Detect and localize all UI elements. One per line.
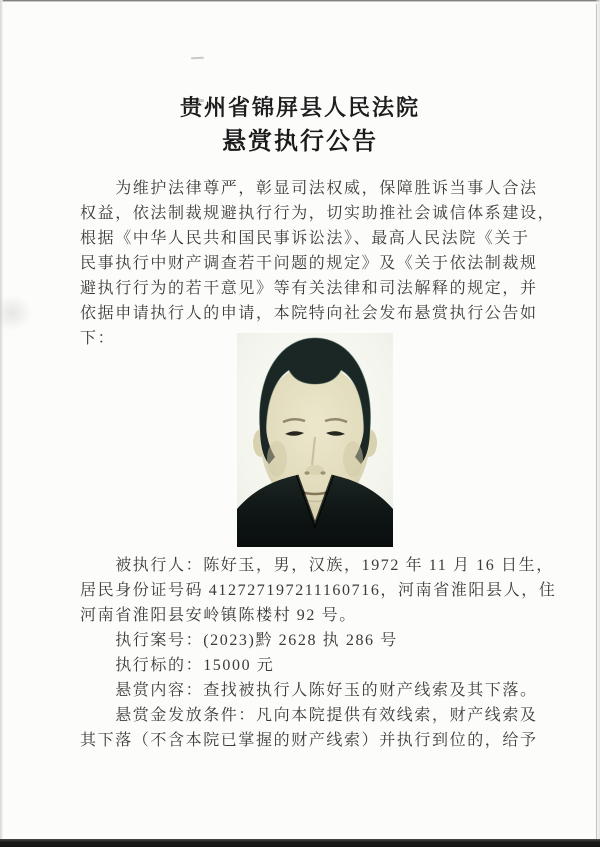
- text-line: 被执行人：陈好玉，男，汉族，1972 年 11 月 16 日生，: [80, 557, 554, 574]
- text-line: 居民身份证号码 412727197211160716，河南省淮阳县人，住: [80, 582, 557, 599]
- intro-paragraph: [80, 176, 556, 351]
- scan-edge-top: [0, 0, 600, 2]
- text-line: 悬赏内容：查找被执行人陈好玉的财产线索及其下落。: [80, 682, 538, 699]
- text-line: 民事执行中财产调查若干问题的规定》及《关于依法制裁规: [80, 255, 538, 272]
- text-line: 权益，依法制裁规避执行行为，切实助推社会诚信体系建设，: [80, 205, 556, 222]
- subject-photo: [237, 333, 393, 547]
- scan-smudge: [0, 295, 32, 331]
- text-line: 避执行行为的若干意见》等有关法律和司法解释的规定，并: [80, 280, 538, 297]
- text-line: 其下落（不含本院已掌握的财产线索）并执行到位的，给予: [80, 732, 538, 749]
- court-name-title: 贵州省锦屏县人民法院: [179, 95, 420, 120]
- scan-speck: [191, 57, 204, 60]
- portrait-illustration: [237, 333, 393, 547]
- scan-edge-bottom: [0, 839, 600, 847]
- text-line: 执行标的：15000 元: [80, 657, 275, 674]
- text-line: 依据申请执行人的申请，本院特向社会发布悬赏执行公告如: [80, 305, 538, 322]
- text-line: 执行案号：(2023)黔 2628 执 286 号: [80, 632, 398, 649]
- text-line: 为维护法律尊严，彰显司法权威，保障胜诉当事人合法: [80, 180, 538, 197]
- text-line: 悬赏金发放条件：凡向本院提供有效线索，财产线索及: [80, 707, 538, 724]
- notice-title: 悬赏执行公告: [222, 128, 378, 155]
- text-line: 河南省淮阳县安岭镇陈楼村 92 号。: [80, 607, 357, 624]
- text-line: 下：: [80, 330, 116, 347]
- text-line: 根据《中华人民共和国民事诉讼法》、最高人民法院《关于: [80, 230, 530, 247]
- details-paragraph: [80, 553, 557, 753]
